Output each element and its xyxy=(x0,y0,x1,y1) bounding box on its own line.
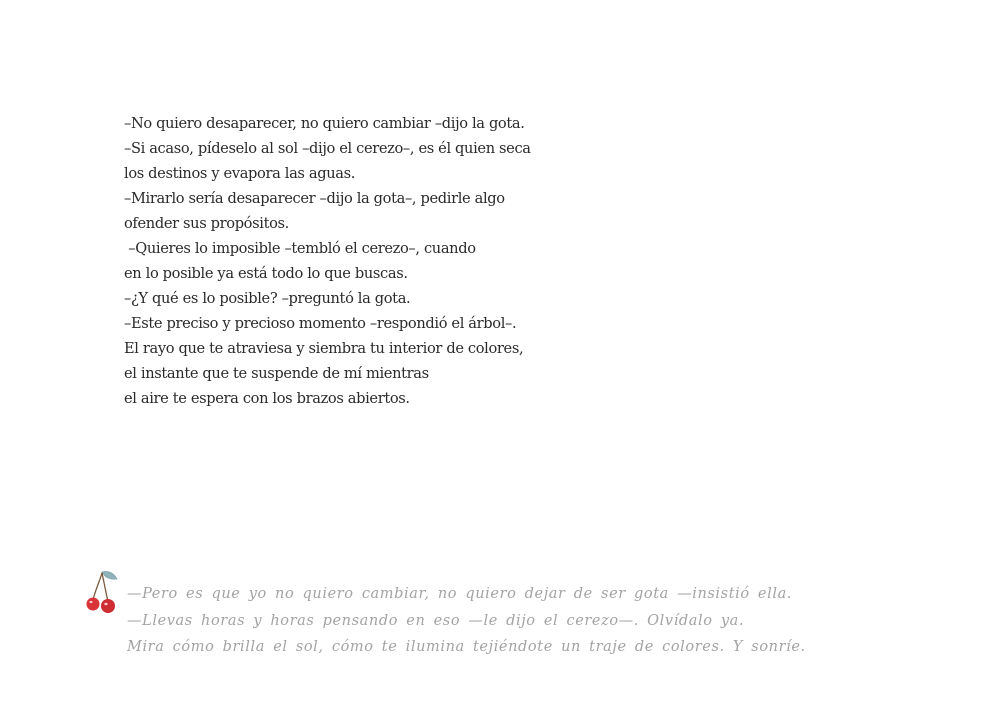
main-text-line: ofender sus propósitos. xyxy=(124,215,289,232)
cherry-icon xyxy=(84,569,122,615)
script-text-line: —Llevas horas y horas pensando en eso —le dijo el cerezo—. Olvídalo ya. xyxy=(127,612,745,629)
handwritten-dialogue-text xyxy=(127,581,847,661)
main-dialogue-text xyxy=(124,111,584,411)
main-text-line: el instante que te suspende de mí mientras xyxy=(124,365,429,382)
main-text-line: el aire te espera con los brazos abiertos. xyxy=(124,390,410,407)
main-text-line: –Mirarlo sería desaparecer –dijo la gota–, pedirle algo xyxy=(124,190,505,207)
main-text-line: –No quiero desaparecer, no quiero cambiar –dijo la gota. xyxy=(124,115,525,132)
main-text-line: –¿Y qué es lo posible? –preguntó la gota. xyxy=(124,290,411,307)
main-text-line: –Quieres lo imposible –tembló el cerezo–, cuando xyxy=(124,240,476,257)
script-text-line: Mira cómo brilla el sol, cómo te ilumina tejiéndote un traje de colores. Y sonríe. xyxy=(127,639,806,655)
main-text-line: –Si acaso, pídeselo al sol –dijo el cerezo–, es él quien seca xyxy=(124,140,531,157)
main-text-line: los destinos y evapora las aguas. xyxy=(124,165,356,182)
main-text-line: El rayo que te atraviesa y siembra tu interior de colores, xyxy=(124,340,524,357)
script-text-line: —Pero es que yo no quiero cambiar, no quiero dejar de ser gota —insistió ella. xyxy=(127,586,793,602)
main-text-line: en lo posible ya está todo lo que buscas. xyxy=(124,265,408,282)
main-text-line: –Este preciso y precioso momento –respondió el árbol–. xyxy=(124,315,517,332)
